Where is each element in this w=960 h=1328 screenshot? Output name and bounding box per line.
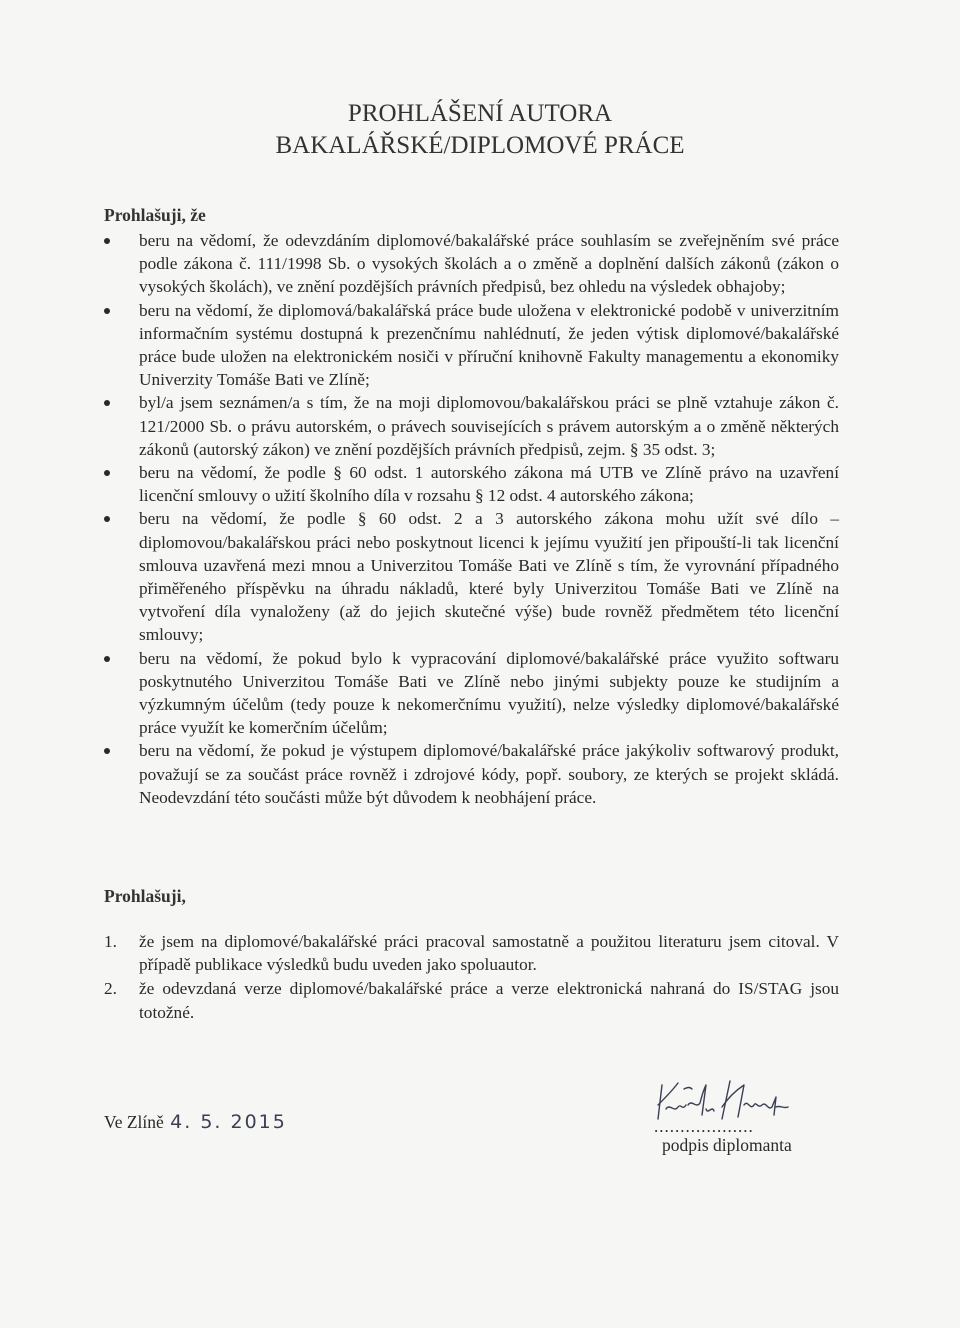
bullet-item: byl/a jsem seznámen/a s tím, že na moji diplomovou/bakalářskou práci se plně vztahuje zákon č. 121/2000 Sb. o právu autorském, o právech souvisejících s právem autorským a o změně některých zákonů (autorský zákon) ve znění pozdějších právních předpisů, zejm. § 35 odst. 3; bbox=[104, 391, 839, 461]
numbered-item bbox=[104, 930, 839, 976]
item-text: že odevzdaná verze diplomové/bakalářské práce a verze elektronická nahraná do IS/STAG jsou totožné. bbox=[139, 979, 839, 1022]
signature-dots: ................... bbox=[654, 1117, 754, 1136]
bullet-item: beru na vědomí, že diplomová/bakalářská práce bude uložena v elektronické podobě v univerzitním informačním systému dostupná k prezenčnímu nahlédnutí, že jeden výtisk diplomové/bakalářské práce bude uložen na elektronickém nosiči v příruční knihovně Fakulty managementu a ekonomiky Univerzity Tomáše Bati ve Zlíně; bbox=[104, 299, 839, 392]
numbered-declaration-list bbox=[104, 930, 839, 1025]
intro-heading: Prohlašuji, že bbox=[104, 205, 206, 225]
bullet-item: beru na vědomí, že odevzdáním diplomové/bakalářské práce souhlasím se zveřejněním své práce podle zákona č. 111/1998 Sb. o vysokých školách a o změně a doplnění dalších zákonů (zákon o vysokých školách), ve znění pozdějších právních předpisů, bez ohledu na výsledek obhajoby; bbox=[104, 229, 839, 299]
title-line-1: PROHLÁŠENÍ AUTORA bbox=[347, 100, 613, 127]
place-and-date bbox=[104, 1111, 287, 1133]
title-line-2: BAKALÁŘSKÉ/DIPLOMOVÉ PRÁCE bbox=[275, 132, 685, 159]
signature-label: podpis diplomanta bbox=[662, 1135, 792, 1155]
numbered-item bbox=[104, 977, 839, 1023]
place-label: Ve Zlíně bbox=[104, 1112, 164, 1132]
item-text: že jsem na diplomové/bakalářské práci pracoval samostatně a použitou literaturu jsem citoval. V případě publikace výsledků budu uveden jako spoluautor. bbox=[139, 932, 839, 975]
document-title bbox=[0, 98, 960, 162]
bullet-item: beru na vědomí, že podle § 60 odst. 2 a 3 autorského zákona mohu užít své dílo – diplomovou/bakalářskou práci nebo poskytnout licenci k jejímu využití jen připouští-li tak licenční smlouva uzavřená mezi mnou a Univerzitou Tomáše Bati ve Zlíně s tím, že vyrovnání případného přiměřeného příspěvku na úhradu nákladů, které byly Univerzitou Tomáše Bati ve Zlíně na vytvoření díla vynaloženy (až do jejich skutečné výše) bude rovněž předmětem této licenční smlouvy; bbox=[104, 507, 839, 646]
second-heading: Prohlašuji, bbox=[104, 886, 186, 906]
handwritten-date: 4. 5. 2015 bbox=[170, 1111, 287, 1133]
bullet-item: beru na vědomí, že pokud bylo k vypracování diplomové/bakalářské práce využito softwaru poskytnutého Univerzitou Tomáše Bati ve Zlíně nebo jinými subjekty pouze ke studijním a výzkumným účelům (tedy pouze k nekomerčnímu využití), nelze výsledky diplomové/bakalářské práce využít ke komerčním účelům; bbox=[104, 647, 839, 740]
item-number: 1. bbox=[104, 932, 117, 951]
bullet-item: beru na vědomí, že podle § 60 odst. 1 autorského zákona má UTB ve Zlíně právo na uzavření licenční smlouvy o užití školního díla v rozsahu § 12 odst. 4 autorského zákona; bbox=[104, 461, 839, 507]
item-number: 2. bbox=[104, 979, 117, 999]
declaration-bullet-list bbox=[104, 229, 839, 809]
bullet-item: beru na vědomí, že pokud je výstupem diplomové/bakalářské práce jakýkoliv softwarový produkt, považují se za součást práce rovněž i zdrojové kódy, popř. soubory, ze kterých se projekt skládá. Neodevzdání této součásti může být důvodem k neobhájení práce. bbox=[104, 739, 839, 809]
signature-block bbox=[640, 1075, 830, 1165]
